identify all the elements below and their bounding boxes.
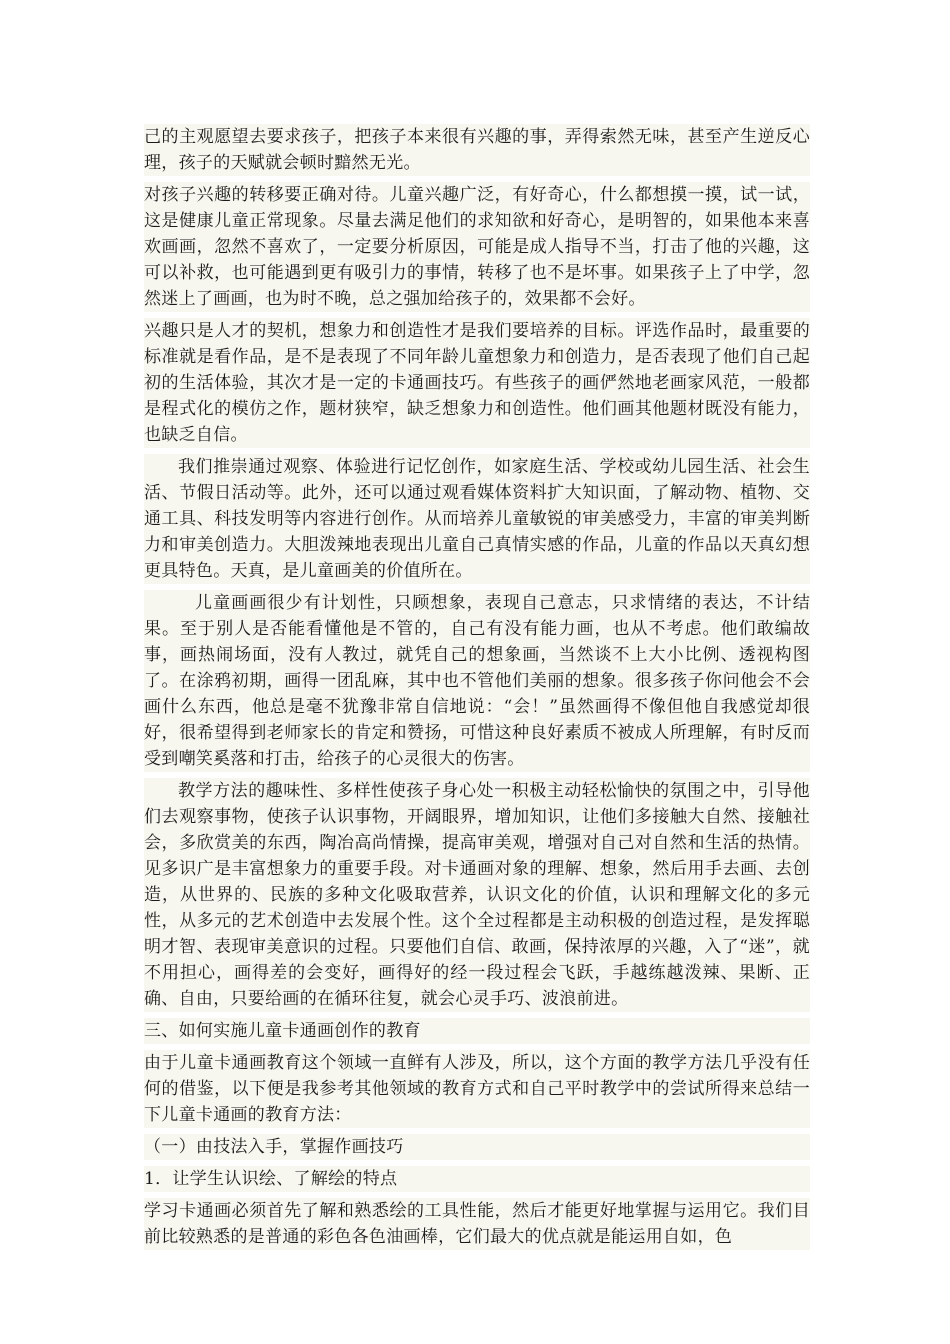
paragraph-tools: 学习卡通画必须首先了解和熟悉绘的工具性能，然后才能更好地掌握与运用它。我们目前比较熟悉的是普通的彩色各色油画棒，它们最大的优点就是能运用自如，色 — [144, 1198, 810, 1250]
paragraph-teaching-method: 教学方法的趣味性、多样性使孩子身心处一积极主动轻松愉快的氛围之中，引导他们去观察事物，使孩子认识事物，开阔眼界，增加知识，让他们多接触大自然、接触社会，多欣赏美的东西，陶冶高尚情操，提高审美观，增强对自己对自然和生活的热情。见多识广是丰富想象力的重要手段。对卡通画对象的理解、想象，然后用手去画、去创造，从世界的、民族的多种文化吸取营养，认识文化的价值，认识和理解文化的多元性，从多元的艺术创造中去发展个性。这个全过程都是主动积极的创造过程，是发挥聪明才智、表现审美意识的过程。只要他们自信、敢画，保持浓厚的兴趣，入了“迷”，就不用担心，画得差的会变好，画得好的经一段过程会飞跃，手越练越泼辣、果断、正确、自由，只要给画的在循环往复，就会心灵手巧、波浪前进。 — [144, 778, 810, 1012]
paragraph-interest-shift: 对孩子兴趣的转移要正确对待。儿童兴趣广泛，有好奇心，什么都想摸一摸，试一试，这是健康儿童正常现象。尽量去满足他们的求知欲和好奇心，是明智的，如果他本来喜欢画画，忽然不喜欢了，一定要分析原因，可能是成人指导不当，打击了他的兴趣，这可以补救，也可能遇到更有吸引力的事情，转移了也不是坏事。如果孩子上了中学，忽然迷上了画画，也为时不晚，总之强加给孩子的，效果都不会好。 — [144, 182, 810, 312]
paragraph-observation-creation: 我们推崇通过观察、体验进行记忆创作，如家庭生活、学校或幼儿园生活、社会生活、节假日活动等。此外，还可以通过观看媒体资料扩大知识面，了解动物、植物、交通工具、科技发明等内容进行创作。从而培养儿童敏锐的审美感受力，丰富的审美判断力和审美创造力。大胆泼辣地表现出儿童自己真情实感的作品，儿童的作品以天真幻想更具特色。天真，是儿童画美的价值所在。 — [144, 454, 810, 584]
paragraph-intro-method: 由于儿童卡通画教育这个领域一直鲜有人涉及，所以，这个方面的教学方法几乎没有任何的借鉴，以下便是我参考其他领域的教育方式和自己平时教学中的尝试所得来总结一下儿童卡通画的教育方法： — [144, 1050, 810, 1128]
paragraph-continuation: 己的主观愿望去要求孩子，把孩子本来很有兴趣的事，弄得索然无味，甚至产生逆反心理，孩子的天赋就会顿时黯然无光。 — [144, 124, 810, 176]
subsection-heading: （一）由技法入手，掌握作画技巧 — [144, 1134, 810, 1160]
paragraph-imagination-goal: 兴趣只是人才的契机，想象力和创造性才是我们要培养的目标。评选作品时，最重要的标准就是看作品，是不是表现了不同年龄儿童想象力和创造力，是否表现了他们自己起初的生活体验，其次才是一定的卡通画技巧。有些孩子的画俨然地老画家风范，一般都是程式化的模仿之作，题材狭窄，缺乏想象力和创造性。他们画其他题材既没有能力，也缺乏自信。 — [144, 318, 810, 448]
list-item-heading: 1．让学生认识绘、了解绘的特点 — [144, 1166, 810, 1192]
paragraph-children-drawing: 儿童画画很少有计划性，只顾想象，表现自己意志，只求情绪的表达，不计结果。至于别人是否能看懂他是不管的，自己有没有能力画，也从不考虑。他们敢编故事，画热闹场面，没有人教过，就凭自己的想象画，当然谈不上大小比例、透视构图了。在涂鸦初期，画得一团乱麻，其中也不管他们美丽的想象。很多孩子你问他会不会画什么东西，他总是毫不犹豫非常自信地说：“会！”虽然画得不像但他自我感觉却很好，很希望得到老师家长的肯定和赞扬，可惜这种良好素质不被成人所理解，有时反而受到嘲笑奚落和打击，给孩子的心灵很大的伤害。 — [144, 590, 810, 772]
section-heading: 三、如何实施儿童卡通画创作的教育 — [144, 1018, 810, 1044]
document-body — [144, 124, 810, 1256]
